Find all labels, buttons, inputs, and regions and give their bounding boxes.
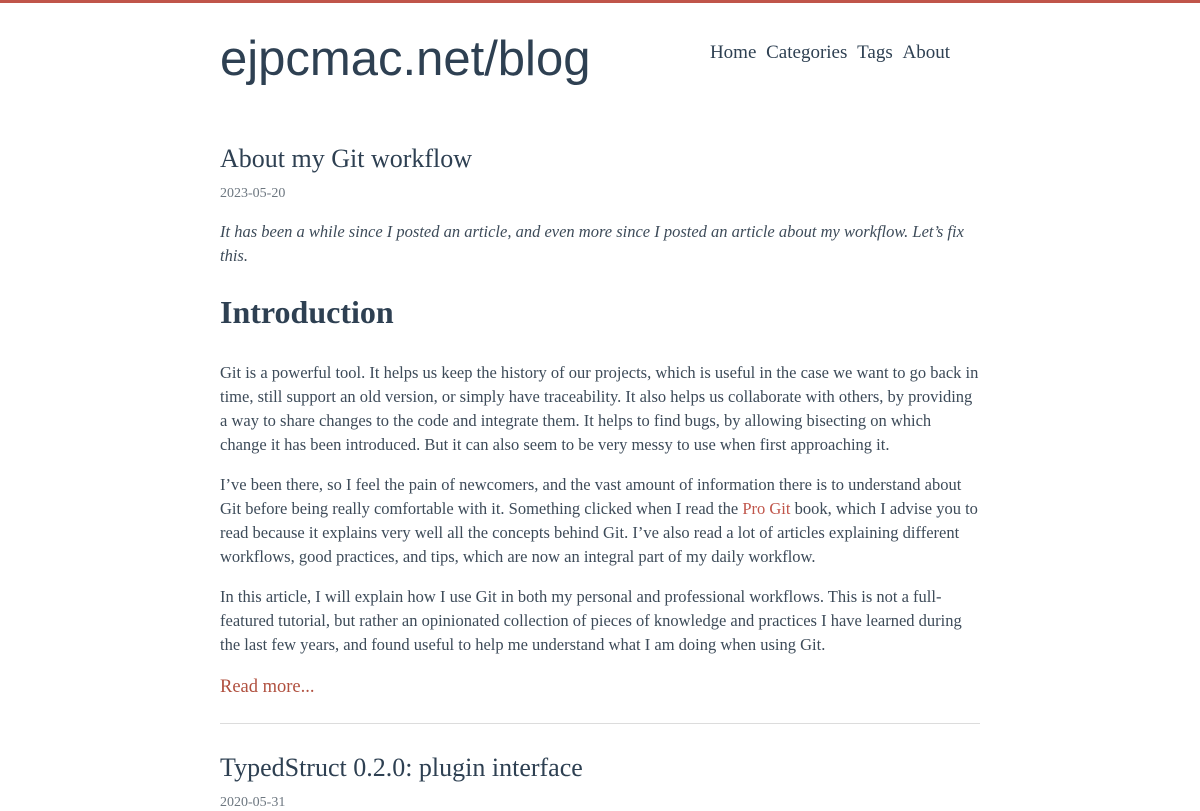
nav-tags[interactable]: Tags <box>857 42 893 63</box>
read-more-link[interactable]: Read more... <box>220 677 315 697</box>
post-date: 2020-05-31 <box>220 795 286 810</box>
post-git-workflow <box>220 103 980 699</box>
nav-about[interactable]: About <box>902 42 950 63</box>
paragraph-2-text-after: book, which I advise you to read because it explains very well all the concepts behind Git. I’ve also read a lot of articles explaining different workflows, good practices, and tips, which are now an integral part of my daily workflow. <box>220 499 978 566</box>
post-typedstruct <box>220 724 980 811</box>
paragraph-3: In this article, I will explain how I use Git in both my personal and professional workflows. This is not a full-featured tutorial, but rather an opinionated collection of pieces of knowledge and practices I have learned during the last few years, and found useful to help me understand what I am doing when using Git. <box>220 587 962 654</box>
paragraph-2-text-before: I’ve been there, so I feel the pain of newcomers, and the vast amount of information there is to understand about Git before being really comfortable with it. Something clicked when I read the <box>220 475 962 518</box>
nav-categories[interactable]: Categories <box>766 42 848 63</box>
nav-home[interactable]: Home <box>709 42 757 63</box>
post-lead: It has been a while since I posted an article, and even more since I posted an article about my workflow. Let’s fix this. <box>220 222 964 265</box>
site-title-link[interactable]: ejpcmac.net/blog <box>220 32 591 86</box>
paragraph-1: Git is a powerful tool. It helps us keep the history of our projects, which is useful in the case we want to go back in time, still support an old version, or simply have traceability. It also helps us collaborate with others, by providing a way to share changes to the code and integrate them. It helps to find bugs, by allowing bisecting on which change it has been introduced. But it can also seem to be very messy to use when first approaching it. <box>220 363 979 454</box>
post-date: 2023-05-20 <box>220 186 286 201</box>
section-heading-introduction: Introduction <box>220 294 394 330</box>
page-container <box>220 3 980 811</box>
pro-git-link[interactable]: Pro Git <box>742 499 791 518</box>
site-header <box>220 3 980 103</box>
main-nav <box>710 41 950 65</box>
paragraph-2 <box>220 473 980 569</box>
post-title[interactable]: TypedStruct 0.2.0: plugin interface <box>220 753 583 782</box>
post-title[interactable]: About my Git workflow <box>220 144 473 173</box>
